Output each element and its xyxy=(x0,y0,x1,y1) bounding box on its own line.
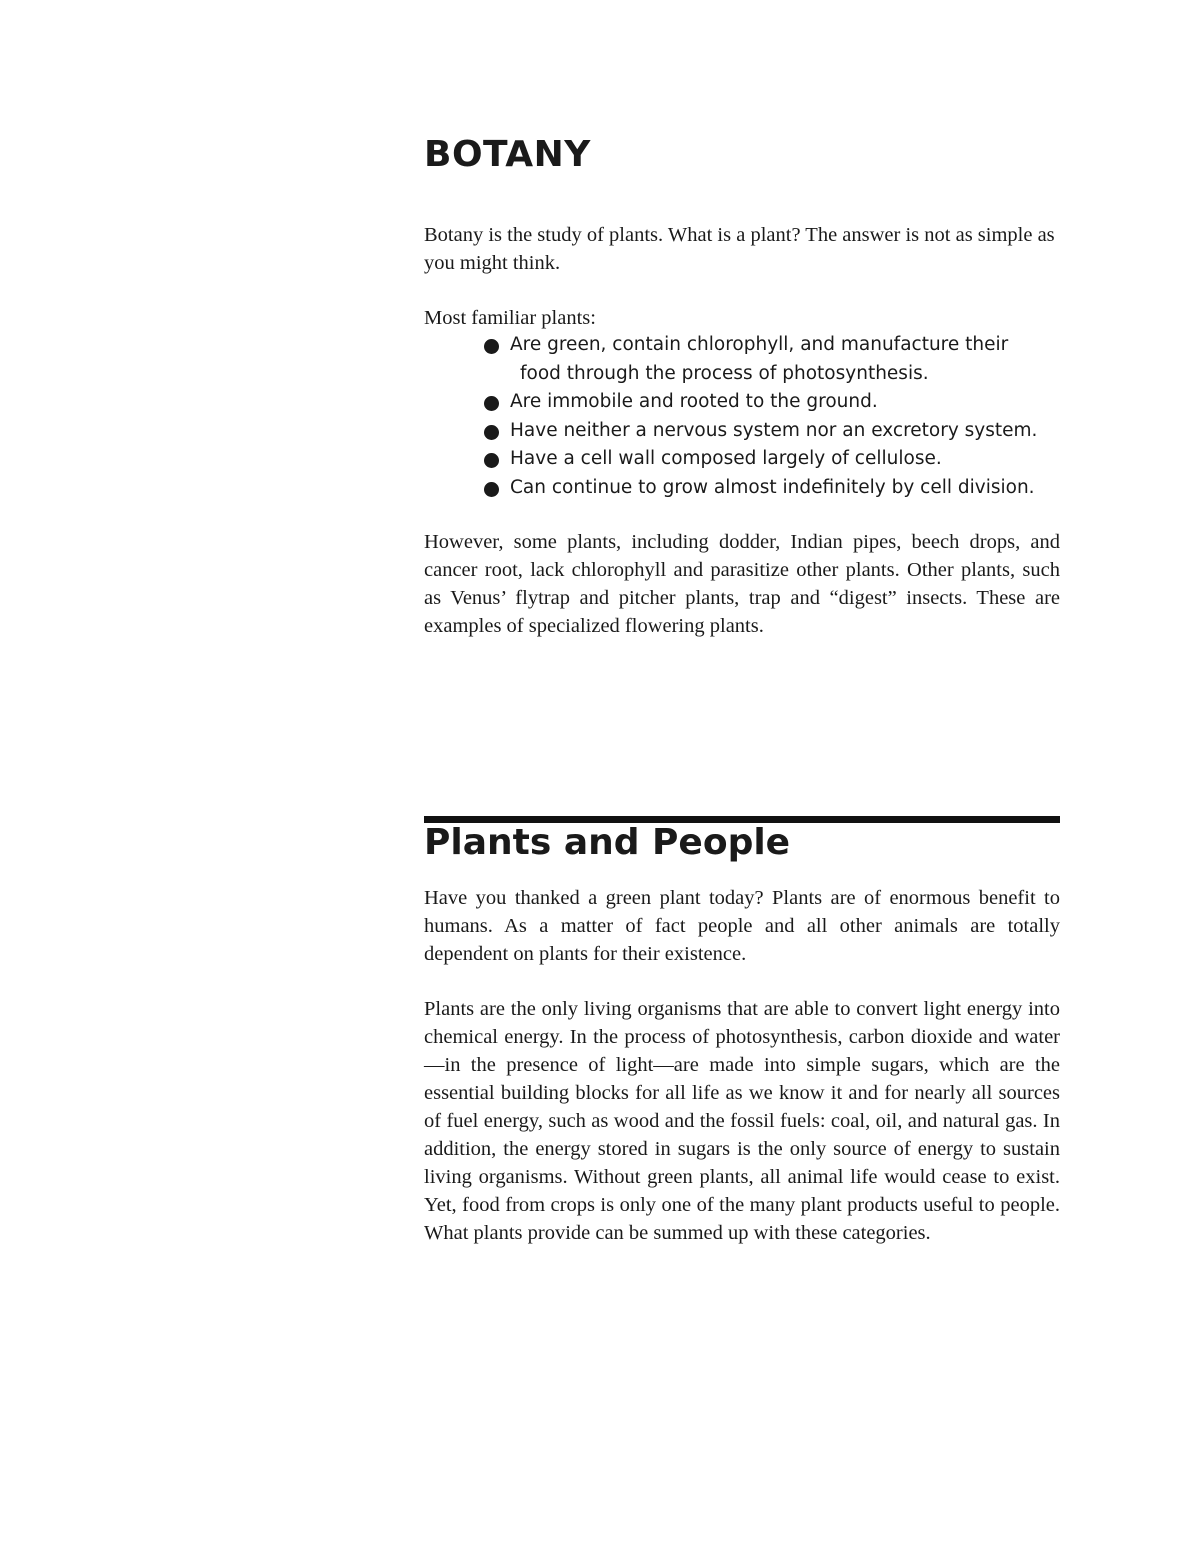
list-item-text: Are green, contain chlorophyll, and manufacture their xyxy=(510,334,1009,355)
bullet-icon xyxy=(484,453,499,468)
bullet-icon xyxy=(484,339,499,354)
list-item-text: Are immobile and rooted to the ground. xyxy=(510,391,878,412)
list-item xyxy=(424,445,1064,474)
section-plants-people xyxy=(424,822,1060,863)
bullet-icon xyxy=(484,425,499,440)
section-title-plants-people: Plants and People xyxy=(424,822,791,863)
list-item xyxy=(424,331,1064,388)
list-item-text: Can continue to grow almost indefinitely by cell division. xyxy=(510,476,1035,498)
list-item xyxy=(424,417,1064,446)
list-item-continuation: food through the process of photosynthesis. xyxy=(520,362,929,384)
however-paragraph: However, some plants, including dodder, Indian pipes, beech drops, and cancer root, lack chlorophyll and parasitize other plants. Other plants, such as Venus’ flytrap and pitcher plants, trap and “digest” insects. These are examples of specialized flowering plants. xyxy=(424,531,1060,637)
bullet-icon xyxy=(484,482,499,497)
plants-people-intro-block xyxy=(424,884,1060,968)
botany-intro-block xyxy=(424,221,1060,277)
list-item xyxy=(424,474,1064,503)
section-botany xyxy=(424,134,1060,175)
familiar-plants-label: Most familiar plants: xyxy=(424,307,596,329)
plants-people-paragraph-1: Have you thanked a green plant today? Plants are of enormous benefit to humans. As a matter of fact people and all other animals are totally dependent on plants for their existence. xyxy=(424,887,1060,965)
bullet-icon xyxy=(484,396,499,411)
plants-people-body-block xyxy=(424,995,1060,1247)
familiar-plants-list xyxy=(424,331,1064,502)
familiar-plants-list-block xyxy=(424,331,1064,502)
list-item-text: Have neither a nervous system nor an excretory system. xyxy=(510,419,1038,441)
plants-people-paragraph-2: Plants are the only living organisms that are able to convert light energy into chemical energy. In the process of photosynthesis, carbon dioxide and water—in the presence of light—are made into simple sugars, which are the essential building blocks for all life as we know it and for nearly all sources of fuel energy, such as wood and the fossil fuels: coal, oil, and natural gas. In addition, the energy stored in sugars is the only source of energy to sustain living organisms. Without green plants, all animal life would cease to exist. Yet, food from crops is only one of the many plant products useful to people. What plants provide can be summed up with these categories. xyxy=(424,998,1060,1244)
botany-intro-paragraph: Botany is the study of plants. What is a plant? The answer is not as simple as you might think. xyxy=(424,224,1055,274)
list-item xyxy=(424,388,1064,417)
section-title-botany: BOTANY xyxy=(424,134,591,175)
familiar-plants-block xyxy=(424,304,1060,332)
list-item-text: Have a cell wall composed largely of cellulose. xyxy=(510,448,942,469)
however-block xyxy=(424,528,1060,640)
